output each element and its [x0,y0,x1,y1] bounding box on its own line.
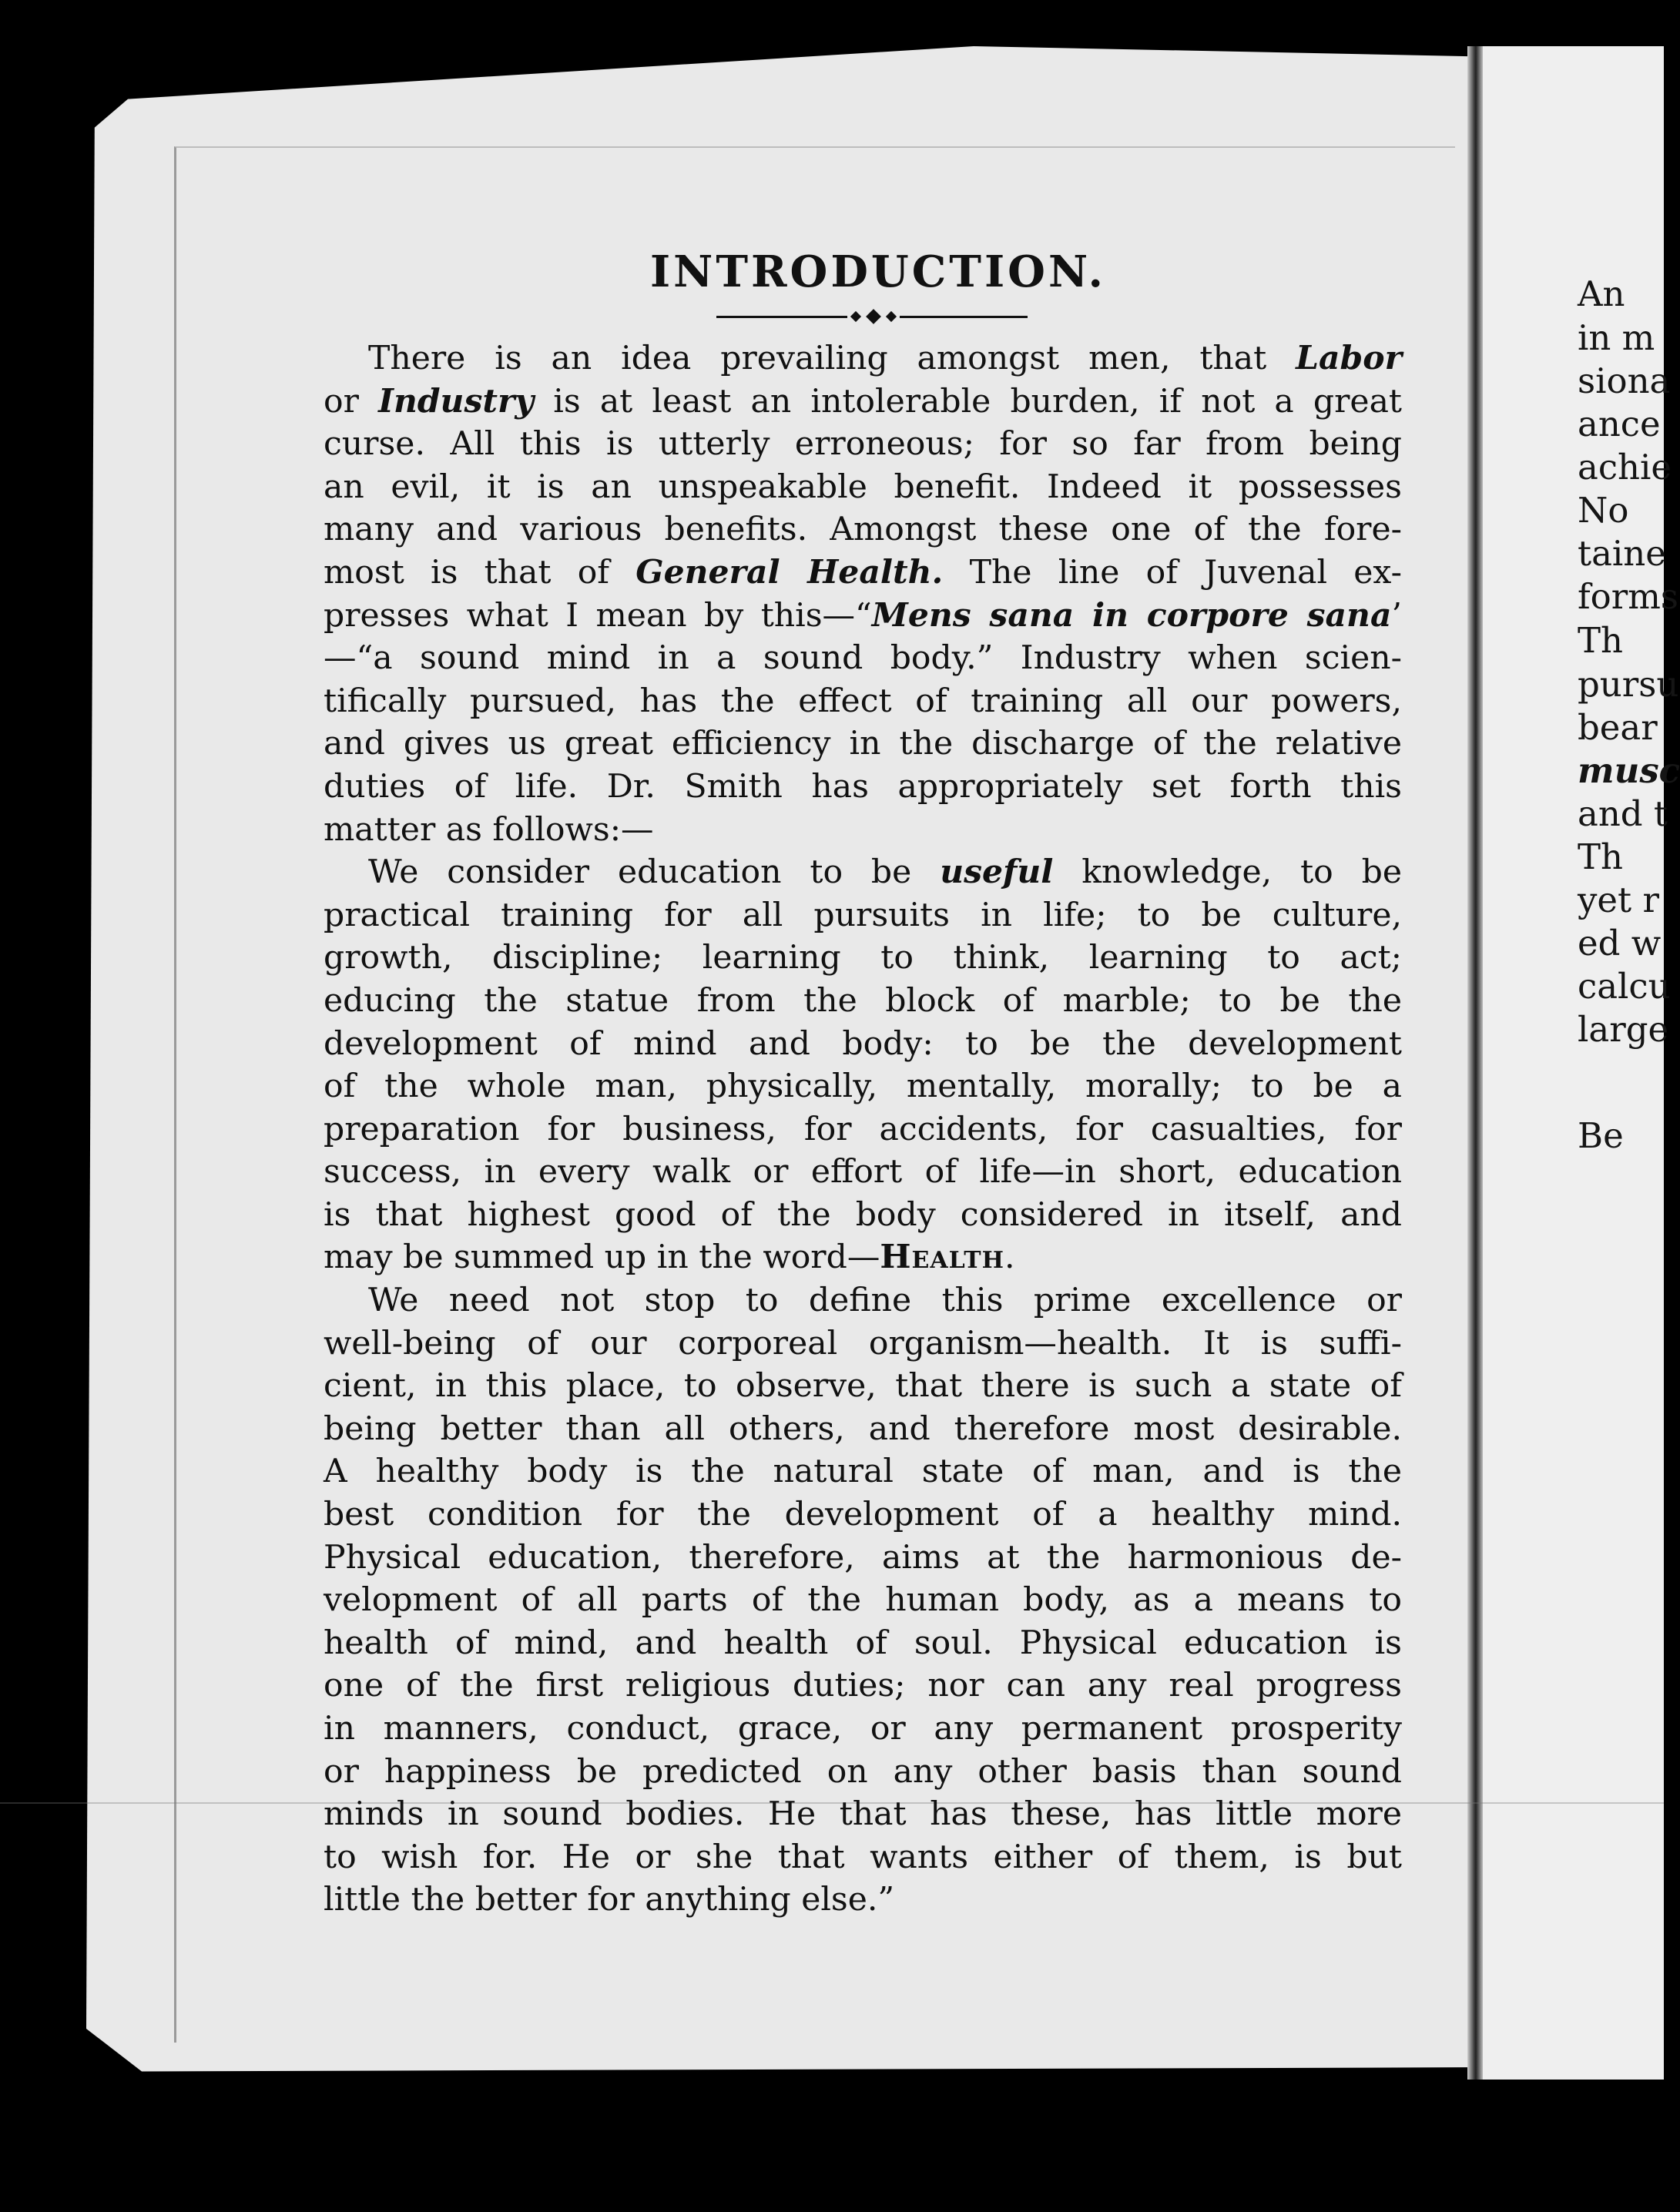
introduction-text [324,246,1402,1922]
text-span: ’ [1391,596,1402,635]
text-span: knowledge, to be [1081,853,1402,892]
text-line: velopment of all parts of the human body, as a means to [324,1581,1402,1620]
right-fragment: forms [1578,576,1679,617]
text-line: minds in sound bodies. He that has these, has little more [324,1795,1402,1834]
paragraph-2 [324,851,1402,1279]
text-line: A healthy body is the natural state of man, and is the [324,1453,1402,1491]
text-line: Physical education, therefore, aims at the harmonious de- [324,1538,1402,1577]
right-fragment: No [1578,490,1629,531]
text-line [324,1236,1402,1279]
text-line: little the better for anything else.” [324,1881,895,1919]
text-line: curse. All this is utterly erroneous; for so far from being [324,425,1402,464]
right-fragment: achie [1578,447,1672,488]
text-line: cient, in this place, to observe, that there is such a state of [324,1367,1402,1406]
text-span: or [324,382,359,421]
text-line: and gives us great efficiency in the discharge of the relative [324,725,1402,763]
italic-term: Industry [378,381,535,421]
text-line [324,595,1402,638]
right-fragment: An [1578,273,1625,314]
small-caps-term: Health [880,1238,1004,1277]
text-line: practical training for all pursuits in life; to be culture, [324,896,1402,934]
text-line [324,380,1402,424]
right-fragment: in m [1578,317,1655,358]
right-fragment: and t [1578,793,1668,834]
text-span: . [1004,1238,1015,1277]
text-line: well-being of our corporeal organism—health. It is suffi- [324,1324,1402,1362]
paragraph-1 [324,337,1402,851]
text-line: educing the statue from the block of marble; to be the [324,981,1402,1020]
text-line: one of the first religious duties; nor can any real progress [324,1667,1402,1705]
right-fragment: ance [1578,404,1661,444]
text-line: growth, discipline; learning to think, learning to act; [324,939,1402,977]
text-span: presses what I mean by this—“ [324,596,872,635]
italic-term: Labor [1296,339,1402,377]
right-fragment: siona [1578,360,1671,401]
right-fragment: bear [1578,707,1658,748]
text-line: —“a sound mind in a sound body.” Industry when scien- [324,639,1402,678]
text-line: success, in every walk or effort of life—in short, education [324,1153,1402,1191]
right-fragment: calcu [1578,966,1671,1007]
text-line: development of mind and body: to be the development [324,1024,1402,1063]
text-line [324,337,1402,380]
right-fragment: pursu [1578,664,1679,705]
right-fragment: Th [1578,620,1623,661]
right-fragment: taine [1578,533,1666,574]
text-span: is at least an intolerable burden, if not a great [553,382,1402,421]
text-line: many and various benefits. Amongst these one of the fore- [324,511,1402,549]
right-fragment: Be [1578,1115,1624,1156]
text-line: duties of life. Dr. Smith has appropriately set forth this [324,767,1402,806]
text-span: most is that of [324,553,610,592]
title-ornament [716,302,1024,333]
text-line: We need not stop to define this prime excellence or [368,1282,1402,1320]
text-line: tifically pursued, has the effect of training all our powers, [324,682,1402,720]
text-line: health of mind, and health of soul. Physical education is [324,1624,1402,1662]
text-line: or happiness be predicted on any other basis than sound [324,1752,1402,1791]
text-line: being better than all others, and therefore most desirable. [324,1409,1402,1448]
text-span: may be summed up in the word— [324,1238,880,1277]
text-line: of the whole man, physically, mentally, morally; to be a [324,1067,1402,1106]
text-line: in manners, conduct, grace, or any permanent prosperity [324,1710,1402,1748]
page-title: INTRODUCTION. [649,246,1107,297]
italic-term: General Health. [635,552,944,592]
paragraph-3 [324,1279,1402,1922]
right-fragment: ed w [1578,923,1662,964]
text-span: We consider education to be [368,853,912,892]
text-line: best condition for the development of a healthy mind. [324,1496,1402,1534]
text-span: The line of Juvenal ex- [969,553,1402,592]
right-fragment: large [1578,1009,1669,1050]
text-line: preparation for business, for accidents, for casualties, for [324,1110,1402,1148]
text-line: is that highest good of the body considered in itself, and [324,1195,1402,1234]
text-line: an evil, it is an unspeakable benefit. Indeed it possesses [324,468,1402,506]
text-line [324,551,1402,595]
text-line: matter as follows:— [324,810,654,849]
text-line [324,851,1402,894]
right-fragment: yet r [1578,880,1659,920]
text-line: to wish for. He or she that wants either of them, is but [324,1838,1402,1876]
right-fragment: Th [1578,836,1623,877]
right-fragment: musc [1578,750,1680,791]
book-gutter [1467,46,1483,2080]
italic-term: Mens sana in corpore sana [871,595,1392,635]
text-span: There is an idea prevailing amongst men, that [368,340,1267,377]
italic-term: useful [940,853,1054,892]
